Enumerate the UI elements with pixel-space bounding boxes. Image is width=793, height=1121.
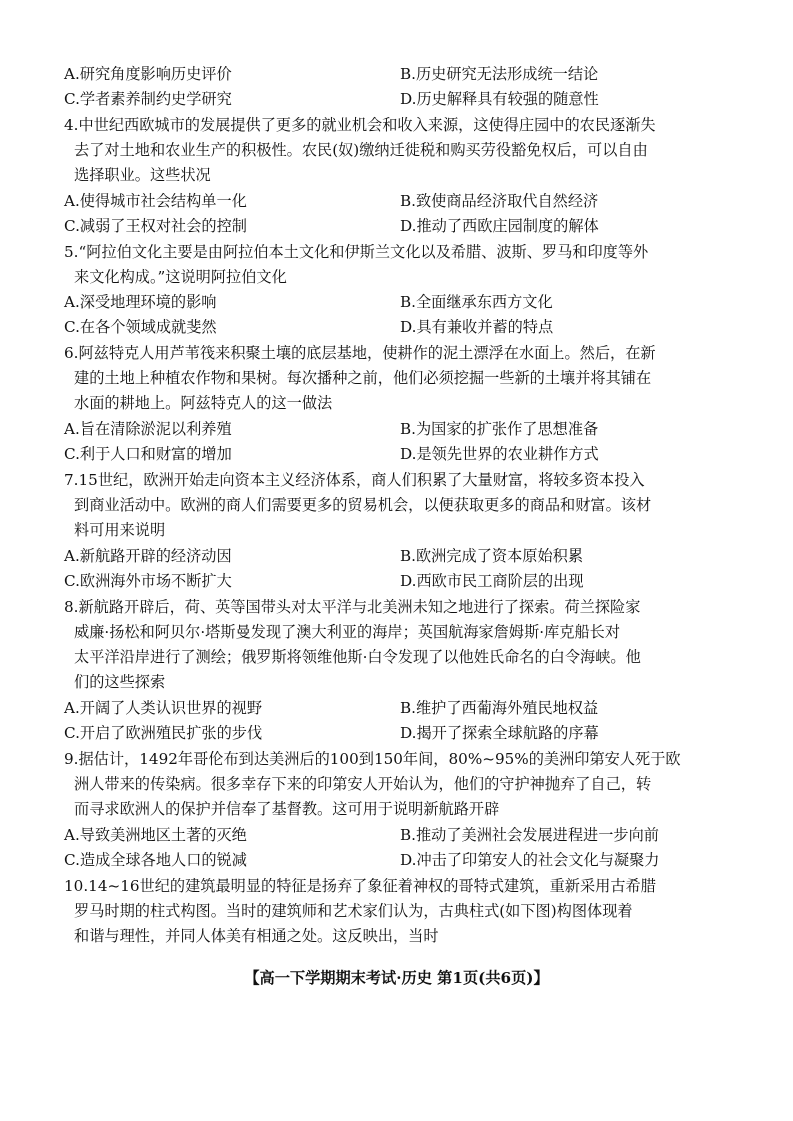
q7-stem-line-2: 到商业活动中。欧洲的商人们需要更多的贸易机会，以便获取更多的商品和财富。该材 bbox=[74, 496, 652, 514]
q4-option-d: D.推动了西欧庄园制度的解体 bbox=[400, 217, 599, 235]
q5-option-d: D.具有兼收并蓄的特点 bbox=[400, 318, 554, 336]
q5-option-c: C.在各个领域成就斐然 bbox=[64, 318, 217, 336]
q4-stem-line-1: 4.中世纪西欧城市的发展提供了更多的就业机会和收入来源，这使得庄园中的农民逐渐失 bbox=[64, 116, 656, 134]
q8-stem-line-2: 威廉·扬松和阿贝尔·塔斯曼发现了澳大利亚的海岸；英国航海家詹姆斯·库克船长对 bbox=[74, 623, 621, 641]
q10-stem-line-3: 和谐与理性，并同人体美有相通之处。这反映出，当时 bbox=[74, 927, 439, 945]
q4-stem-line-2: 去了对土地和农业生产的积极性。农民(奴)缴纳迁徙税和购买劳役豁免权后，可以自由 bbox=[74, 141, 648, 159]
q3-option-d: D.历史解释具有较强的随意性 bbox=[400, 90, 599, 108]
q6-option-d: D.是领先世界的农业耕作方式 bbox=[400, 445, 599, 463]
q8-stem-line-1: 8.新航路开辟后，荷、英等国带头对太平洋与北美洲未知之地进行了探索。荷兰探险家 bbox=[64, 598, 641, 616]
q4-option-b: B.致使商品经济取代自然经济 bbox=[400, 192, 599, 210]
q8-stem-line-3: 太平洋沿岸进行了测绘；俄罗斯将领维他斯·白令发现了以他姓氏命名的白令海峡。他 bbox=[74, 648, 641, 666]
q4-option-a: A.使得城市社会结构单一化 bbox=[64, 192, 247, 210]
q6-stem-line-3: 水面的耕地上。阿兹特克人的这一做法 bbox=[74, 394, 333, 412]
q5-option-a: A.深受地理环境的影响 bbox=[64, 293, 217, 311]
q4-stem-line-3: 选择职业。这些状况 bbox=[74, 166, 211, 184]
q3-option-b: B.历史研究无法形成统一结论 bbox=[400, 65, 599, 83]
q8-option-b: B.维护了西葡海外殖民地权益 bbox=[400, 699, 599, 717]
q5-stem-line-2: 来文化构成。”这说明阿拉伯文化 bbox=[74, 268, 287, 286]
q4-option-c: C.减弱了王权对社会的控制 bbox=[64, 217, 247, 235]
q9-option-d: D.冲击了印第安人的社会文化与凝聚力 bbox=[400, 851, 660, 869]
q9-option-a: A.导致美洲地区土著的灭绝 bbox=[64, 826, 247, 844]
page-footer: 【高一下学期期末考试·历史 第1页(共6页)】 bbox=[244, 969, 549, 987]
q7-option-a: A.新航路开辟的经济动因 bbox=[64, 547, 232, 565]
q9-option-c: C.造成全球各地人口的锐减 bbox=[64, 851, 247, 869]
q3-option-c: C.学者素养制约史学研究 bbox=[64, 90, 232, 108]
q5-option-b: B.全面继承东西方文化 bbox=[400, 293, 553, 311]
q3-option-a: A.研究角度影响历史评价 bbox=[64, 65, 232, 83]
q8-option-a: A.开阔了人类认识世界的视野 bbox=[64, 699, 263, 717]
q6-stem-line-1: 6.阿兹特克人用芦苇筏来积聚土壤的底层基地，使耕作的泥土漂浮在水面上。然后，在新 bbox=[64, 344, 656, 362]
q7-stem-line-3: 料可用来说明 bbox=[74, 521, 166, 539]
q8-option-d: D.揭开了探索全球航路的序幕 bbox=[400, 724, 599, 742]
q7-option-d: D.西欧市民工商阶层的出现 bbox=[400, 572, 584, 590]
q7-option-c: C.欧洲海外市场不断扩大 bbox=[64, 572, 232, 590]
q9-stem-line-1: 9.据估计，1492年哥伦布到达美洲后的100到150年间，80%~95%的美洲印第安人死于欧 bbox=[64, 750, 681, 768]
q6-stem-line-2: 建的土地上种植农作物和果树。每次播种之前，他们必须挖掘一些新的土壤并将其铺在 bbox=[74, 369, 652, 387]
q5-stem-line-1: 5.“阿拉伯文化主要是由阿拉伯本土文化和伊斯兰文化以及希腊、波斯、罗马和印度等外 bbox=[64, 243, 649, 261]
q9-option-b: B.推动了美洲社会发展进程进一步向前 bbox=[400, 826, 659, 844]
q6-option-a: A.旨在清除淤泥以利养殖 bbox=[64, 420, 232, 438]
q10-stem-line-1: 10.14~16世纪的建筑最明显的特征是扬弃了象征着神权的哥特式建筑，重新采用古希腊 bbox=[64, 877, 656, 895]
q6-option-c: C.利于人口和财富的增加 bbox=[64, 445, 232, 463]
q8-option-c: C.开启了欧洲殖民扩张的步伐 bbox=[64, 724, 263, 742]
q8-stem-line-4: 们的这些探索 bbox=[74, 673, 166, 691]
q9-stem-line-3: 而寻求欧洲人的保护并信奉了基督教。这可用于说明新航路开辟 bbox=[74, 800, 500, 818]
q7-stem-line-1: 7.15世纪，欧洲开始走向资本主义经济体系，商人们积累了大量财富，将较多资本投入 bbox=[64, 471, 645, 489]
q10-stem-line-2: 罗马时期的柱式构图。当时的建筑师和艺术家们认为，古典柱式(如下图)构图体现着 bbox=[74, 902, 633, 920]
q7-option-b: B.欧洲完成了资本原始积累 bbox=[400, 547, 584, 565]
q9-stem-line-2: 洲人带来的传染病。很多幸存下来的印第安人开始认为，他们的守护神抛弃了自己，转 bbox=[74, 775, 652, 793]
q6-option-b: B.为国家的扩张作了思想准备 bbox=[400, 420, 599, 438]
